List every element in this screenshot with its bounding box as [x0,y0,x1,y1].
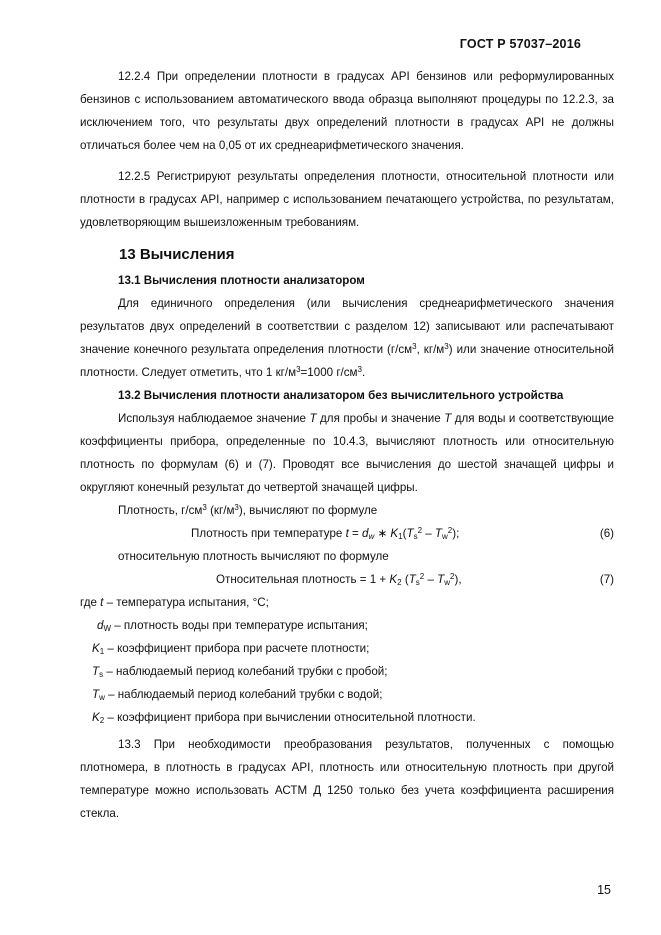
definition-ts: $T_s$ – наблюдаемый период колебаний трубки с пробой; [92,665,388,679]
definition-k1: $K_1$ – коэффициент прибора при расчете плотности; [92,642,370,656]
formula-6-intro: Плотность, $г/см^3$ $(кг/м^3)$, вычисляют по формуле [118,503,378,517]
formula-7-number: (7) [599,573,614,586]
paragraph-12-2-5: 12.2.5 Регистрируют результаты определения плотности, относительной плотности или плотности в градусах API, например с использованием печатающего устройства, по результатам, удовлетворяющим вышеизложенным требованиям. [80,170,614,229]
paragraph-13-3: 13.3 При необходимости преобразования результатов, полученных с помощью плотномера, в плотность в градусах API, плотность или относительную плотность при другой температуре можно использовать АСТМ Д 1250 только без учета коэффициента расширения стекла. [80,738,614,820]
paragraph-12-2-4: 12.2.4 При определении плотности в градусах API бензинов или реформулированных бензинов с использованием автоматического ввода образца выполняют процедуры по 12.2.3, за исключением того, что результаты двух определений плотности в градусах API не должны отличаться более чем на 0,05 от их среднеарифметического значения. [80,70,614,152]
definition-k2: $K_2$ – коэффициент прибора при вычислении относительной плотности. [92,711,476,725]
paragraph-13-2: Используя наблюдаемое значение T для пробы и значение T для воды и соответствующие коэффициенты прибора, определенные по 10.4.3, вычисляют плотность или относительную плотность по формулам (6) и (7). Проводят все вычисления до шестой значащей цифры и округляют конечный результат до четвертой значащей цифры. [80,412,614,494]
formula-6 [80,522,614,545]
subsection-13-2-title: 13.2 Вычисления плотности анализатором без вычислительного устройства [118,389,564,402]
formula-6-expression: Плотность при температуре $t = d_w$ ∗ $K_1(T_s^2 - T_w^2)$; [191,526,460,541]
page-number: 15 [597,883,611,897]
definition-dw: $d_W$ – плотность воды при температуре испытания; [97,619,368,633]
page-content [80,65,614,825]
definition-tw: $T_w$ – наблюдаемый период колебаний трубки с водой; [92,688,383,702]
formula-7-expression: Относительная плотность = $1 + K_2$ $(T_s^2 - T_w^2)$, [216,572,462,587]
paragraph-13-1: Для единичного определения (или вычисления среднеарифметического значения результатов двух определений в соответствии с разделом 12) записывают или распечатывают значение конечного результата определения плотности ($г/см^3$, $кг/м^3$) или значение относительной плотности. Следует отметить, что 1 $кг/м^3=1000$ $г/см^3$. [80,297,615,379]
section-13-title: 13 Вычисления [119,246,235,263]
document-code: ГОСТ Р 57037–2016 [459,37,581,51]
formula-7 [80,568,614,591]
definition-t: где t – температура испытания, °С; [80,596,269,609]
formula-7-intro: относительную плотность вычисляют по формуле [118,550,389,563]
subsection-13-1-title: 13.1 Вычисления плотности анализатором [118,274,365,287]
formula-6-number: (6) [599,527,614,540]
